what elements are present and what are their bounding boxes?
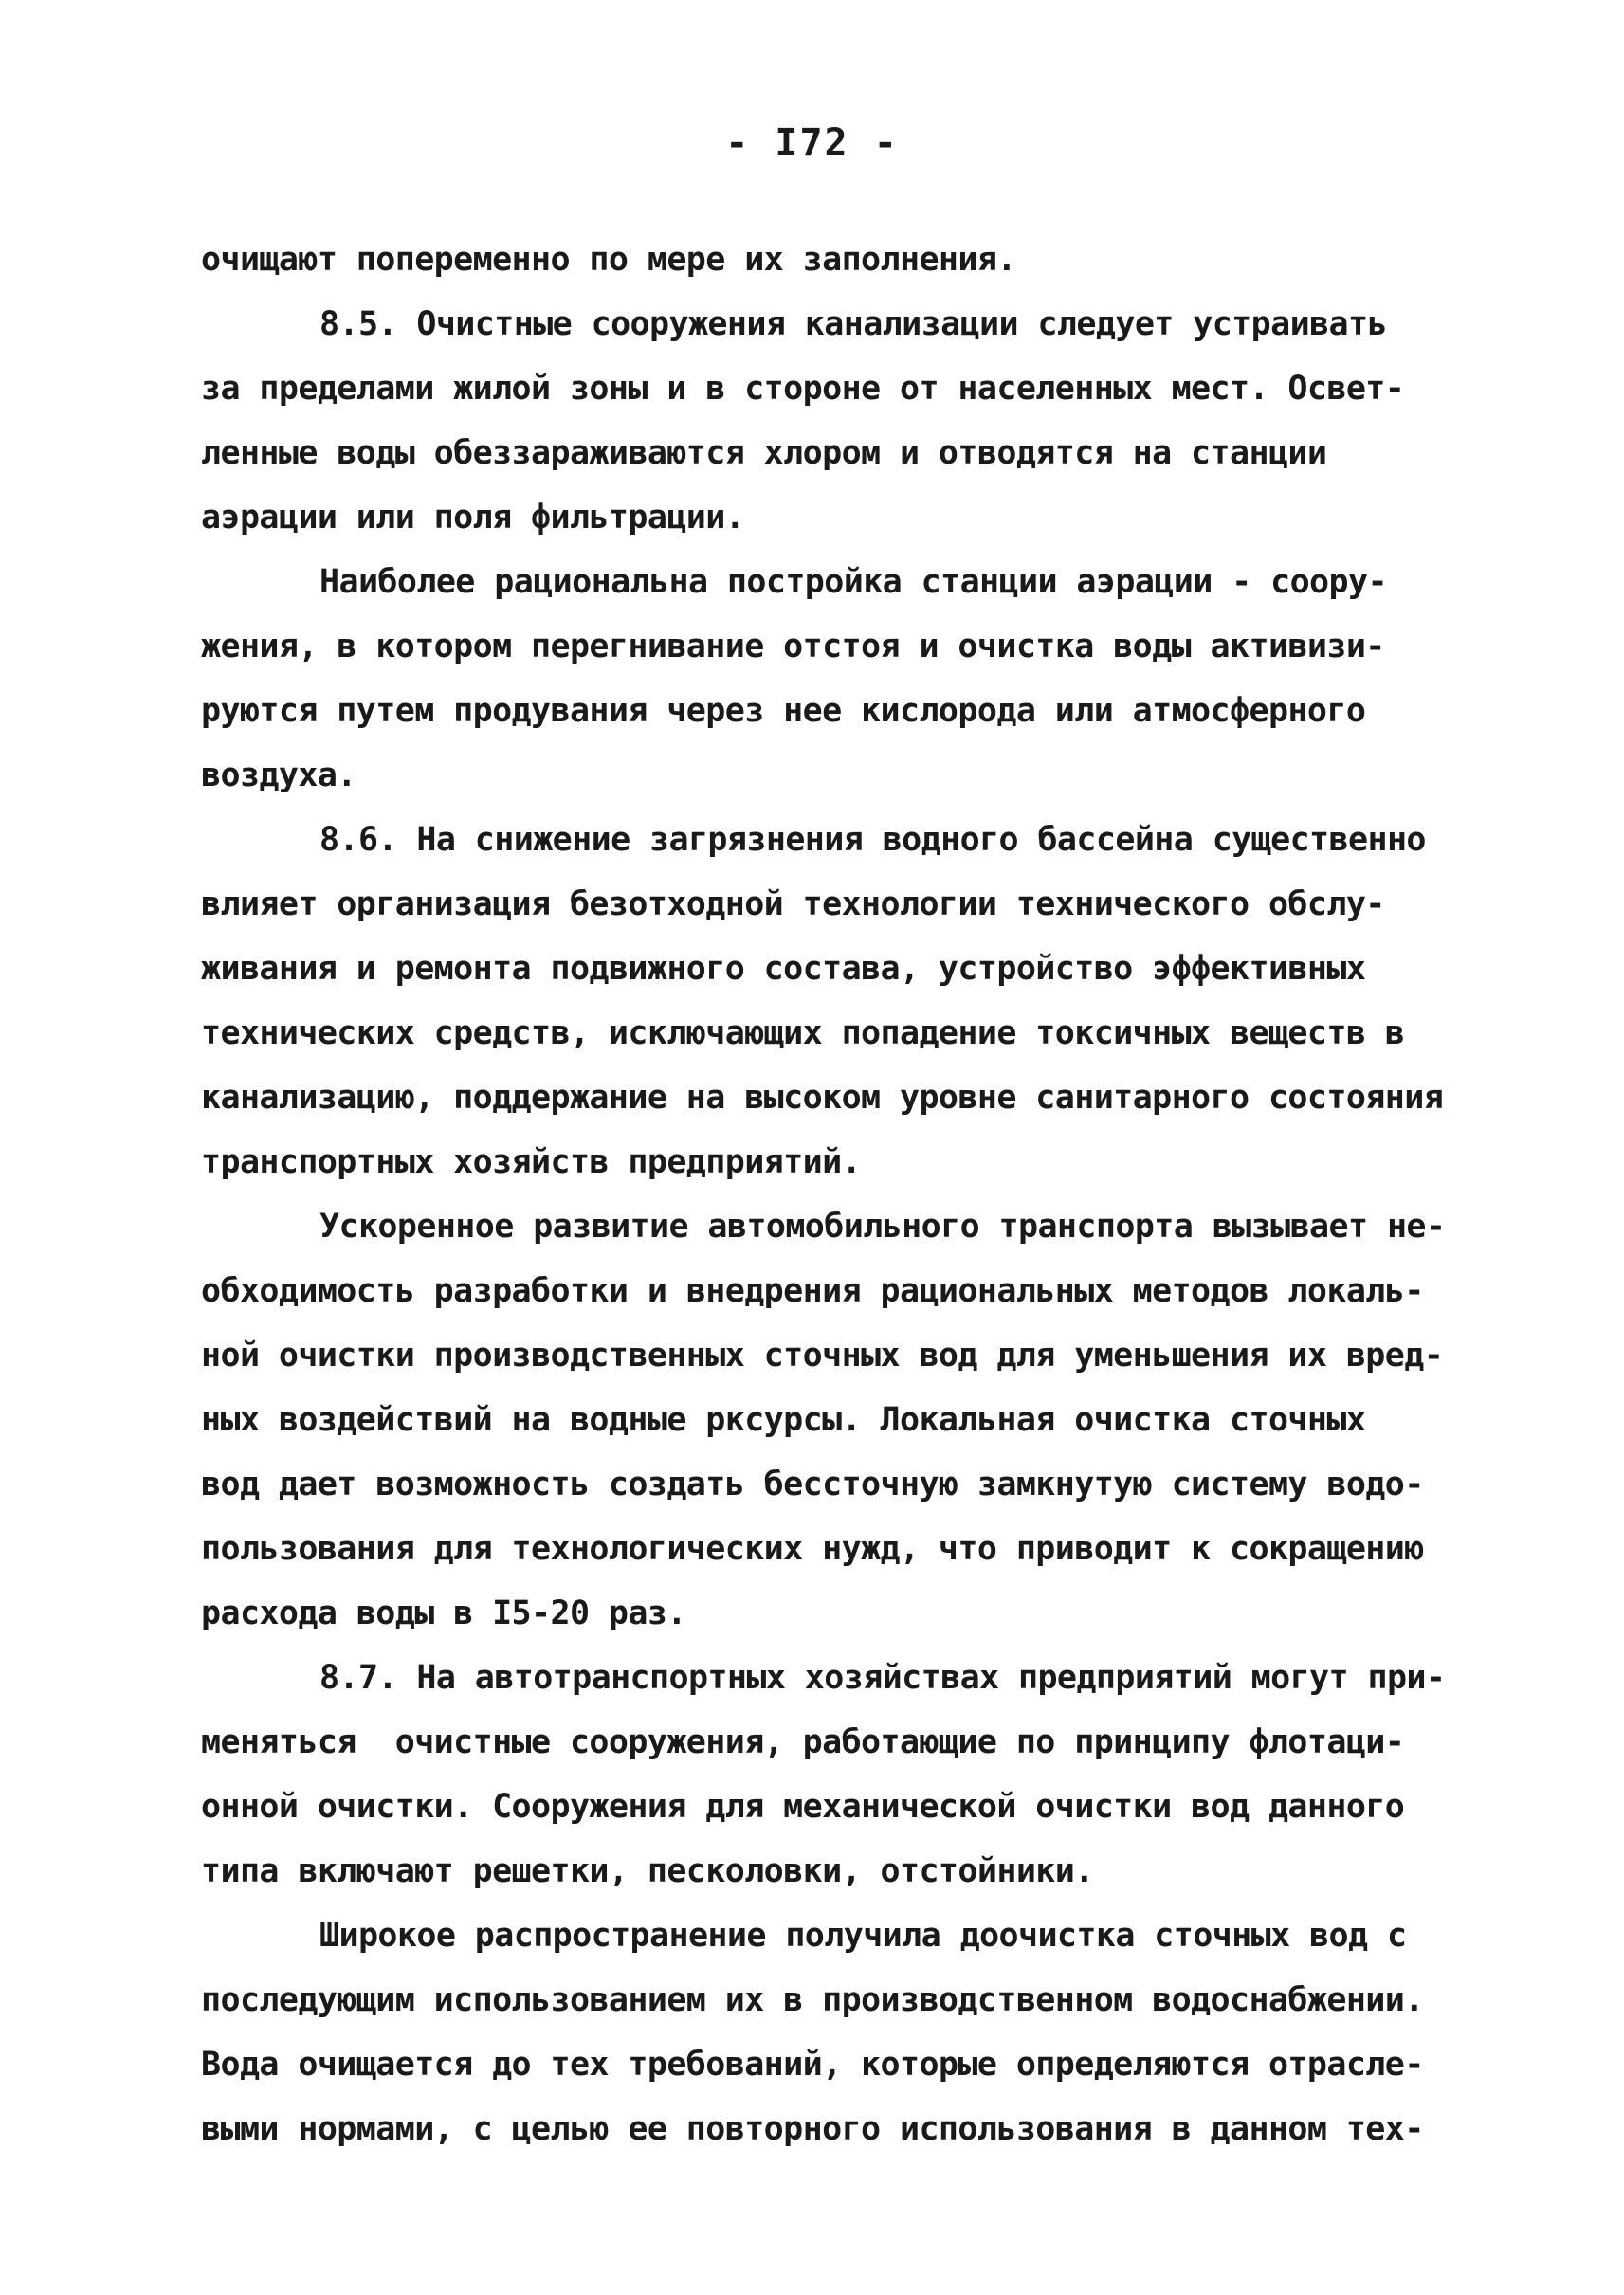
text-line: 8.5. Очистные сооружения канализации следует устраивать <box>319 305 1387 343</box>
text-line: обходимость разработки и внедрения рациональных методов локаль- <box>201 1272 1424 1310</box>
text-body <box>201 228 1462 2161</box>
text-line: последующим использованием их в производственном водоснабжении. <box>201 1981 1424 2019</box>
text-line: канализацию, поддержание на высоком уровне санитарного состояния <box>201 1079 1444 1117</box>
text-line: Вода очищается до тех требований, которые определяются отрасле- <box>201 2046 1424 2084</box>
text-line: очищают попеременно по мере их заполнения. <box>201 241 1016 279</box>
text-line: аэрации или поля фильтрации. <box>201 499 745 537</box>
text-line: пользования для технологических нужд, что приводит к сокращению <box>201 1530 1424 1568</box>
text-line: 8.7. На автотранспортных хозяйствах предприятий могут при- <box>319 1659 1446 1697</box>
text-line: онной очистки. Сооружения для механической очистки вод данного <box>201 1788 1405 1826</box>
page-number: - I72 - <box>725 121 899 165</box>
text-line: 8.6. На снижение загрязнения водного бассейна существенно <box>319 821 1426 859</box>
text-line: расхода воды в I5-20 раз. <box>201 1594 686 1632</box>
text-line: выми нормами, с целью ее повторного использования в данном тех- <box>201 2110 1424 2148</box>
text-line: живания и ремонта подвижного состава, устройство эффективных <box>201 950 1366 988</box>
text-line: руются путем продувания через нее кислорода или атмосферного <box>201 692 1366 730</box>
text-line: ной очистки производственных сточных вод для уменьшения их вред- <box>201 1337 1444 1375</box>
text-line: вод дает возможность создать бессточную замкнутую систему водо- <box>201 1466 1424 1503</box>
text-line: типа включают решетки, песколовки, отстойники. <box>201 1852 1094 1890</box>
text-line: технических средств, исключающих попадение токсичных веществ в <box>201 1014 1405 1052</box>
text-line: воздуха. <box>201 756 356 794</box>
text-line: Наиболее рациональна постройка станции аэрации - соору- <box>319 563 1387 601</box>
text-line: за пределами жилой зоны и в стороне от населенных мест. Освет- <box>201 370 1405 408</box>
text-line: влияет организация безотходной технологии технического обслу- <box>201 885 1385 923</box>
text-line: Ускоренное развитие автомобильного транспорта вызывает не- <box>319 1208 1446 1246</box>
text-line: ных воздействий на водные рксурсы. Локальная очистка сточных <box>201 1401 1366 1439</box>
text-line: меняться очистные сооружения, работающие по принципу флотаци- <box>201 1723 1405 1761</box>
text-line: жения, в котором перегнивание отстоя и очистка воды активизи- <box>201 628 1385 665</box>
text-line: транспортных хозяйств предприятий. <box>201 1143 862 1181</box>
text-line: ленные воды обеззараживаются хлором и отводятся на станции <box>201 434 1327 472</box>
text-line: Широкое распространение получила доочистка сточных вод с <box>319 1917 1407 1955</box>
